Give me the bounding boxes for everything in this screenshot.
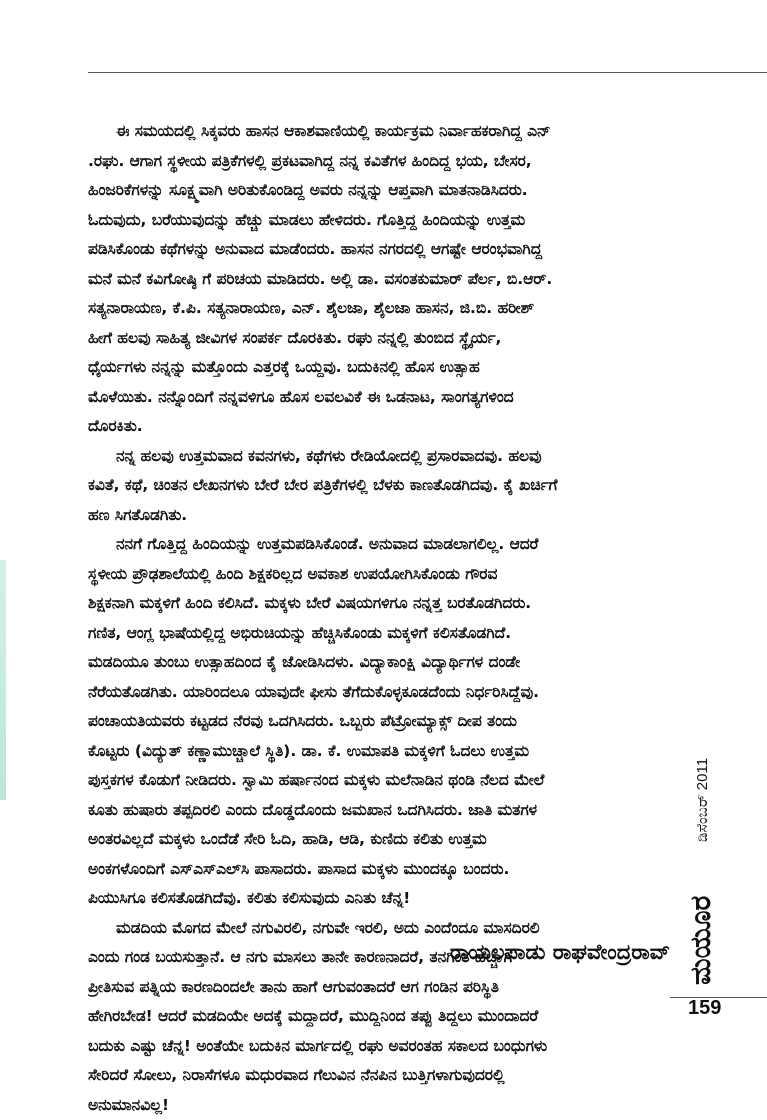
article-line: ಗಣಿತ, ಆಂಗ್ಲ ಭಾಷೆಯಲ್ಲಿದ್ದ ಅಭಿರುಚಿಯನ್ನು ಹೆಚ್ಚಿಸಿಕೊಂಡು ಮಕ್ಕಳಿಗೆ ಕಲಿಸತೊಡಗಿದೆ. <box>88 619 668 649</box>
article-line: ಕೊಟ್ಟರು (ವಿದ್ಯುತ್ ಕಣ್ಣಾಮುಚ್ಚಾಲೆ ಸ್ಥಿತಿ). ಡಾ. ಕೆ. ಉಮಾಪತಿ ಮಕ್ಕಳಿಗೆ ಓದಲು ಉತ್ತಮ <box>88 737 668 767</box>
article-line: ಪ್ರೀತಿಸುವ ಪತ್ನಿಯ ಕಾರಣದಿಂದಲೇ ತಾನು ಹಾಗೆ ಆಗುವಂತಾದರೆ ಆಗ ಗಂಡಿನ ಪರಿಸ್ಥಿತಿ <box>88 973 668 1003</box>
masthead-text: ಮಯೂರ <box>684 896 718 985</box>
author-name: ರಾಯಲಪಾಡು ರಾಘವೇಂದ್ರರಾವ್ <box>360 940 670 965</box>
article-line: ಹಿಂಜರಿಕೆಗಳನ್ನು ಸೂಕ್ಷ್ಮವಾಗಿ ಅರಿತುಕೊಂಡಿದ್ದ ಅವರು ನನ್ನನ್ನು ಆಪ್ತವಾಗಿ ಮಾತನಾಡಿಸಿದರು. <box>88 176 668 206</box>
article-line: ಹೀಗೆ ಹಲವು ಸಾಹಿತ್ಯ ಜೀವಿಗಳ ಸಂಪರ್ಕ ದೊರಕಿತು. ರಘು ನನ್ನಲ್ಲಿ ತುಂಬಿದ ಸ್ಥೈರ್ಯ, <box>88 324 668 354</box>
article-line: ಮಡದಿಯ ಮೊಗದ ಮೇಲೆ ನಗುವಿರಲಿ, ನಗುವೇ ಇರಲಿ, ಅದು ಎಂದೆಂದೂ ಮಾಸದಿರಲಿ <box>88 914 668 944</box>
magazine-masthead <box>684 885 714 985</box>
article-line: ಶಿಕ್ಷಕನಾಗಿ ಮಕ್ಕಳಿಗೆ ಹಿಂದಿ ಕಲಿಸಿದೆ. ಮಕ್ಕಳು ಬೇರೆ ವಿಷಯಗಳಿಗೂ ನನ್ನತ್ತ ಬರತೊಡಗಿದರು. <box>88 589 668 619</box>
article-line: ಬದುಕು ಎಷ್ಟು ಚೆನ್ನ! ಅಂತೆಯೇ ಬದುಕಿನ ಮಾರ್ಗದಲ್ಲಿ ರಘು ಅವರಂತಹ ಸಕಾಲದ ಬಂಧುಗಳು <box>88 1032 668 1062</box>
issue-date-text: ಡಿಸೆಂಬರ್ 2011 <box>694 758 711 842</box>
page-edge-strip <box>0 560 6 800</box>
article-line: ಕವಿತೆ, ಕಥೆ, ಚಿಂತನ ಲೇಖನಗಳು ಬೇರೆ ಬೇರ ಪತ್ರಿಕೆಗಳಲ್ಲಿ ಬೆಳಕು ಕಾಣತೊಡಗಿದವು. ಕೈ ಖರ್ಚಿಗೆ <box>88 471 668 501</box>
article-line: ಎಂದು ಗಂಡ ಬಯಸುತ್ತಾನೆ. ಆ ನಗು ಮಾಸಲು ತಾನೇ ಕಾರಣನಾದರೆ, ತನಗಿಂತ ಹೆಚ್ಚಾಗಿ <box>88 943 668 973</box>
article-line: ನೆರೆಯತೊಡಗಿತು. ಯಾರಿಂದಲೂ ಯಾವುದೇ ಫೀಸು ತೆಗೆದುಕೊಳ್ಳಕೂಡದೆಂದು ನಿರ್ಧರಿಸಿದ್ದೆವು. <box>88 678 668 708</box>
article-line: .ರಘು. ಆಗಾಗ ಸ್ಥಳೀಯ ಪತ್ರಿಕೆಗಳಲ್ಲಿ ಪ್ರಕಟವಾಗಿದ್ದ ನನ್ನ ಕವಿತೆಗಳ ಹಿಂದಿದ್ದ ಭಯ, ಬೇಸರ, <box>88 147 668 177</box>
article-line: ಪಂಚಾಯತಿಯವರು ಕಟ್ಟಡದ ನೆರವು ಒದಗಿಸಿದರು. ಒಬ್ಬರು ಪೆಟ್ರೋಮ್ಯಾಕ್ಸ್ ದೀಪ ತಂದು <box>88 707 668 737</box>
article-line: ಪುಸ್ತಕಗಳ ಕೊಡುಗೆ ನೀಡಿದರು. ಸ್ವಾಮಿ ಹರ್ಷಾನಂದ ಮಕ್ಕಳು ಮಲೆನಾಡಿನ ಥಂಡಿ ನೆಲದ ಮೇಲೆ <box>88 766 668 796</box>
article-line: ಧೈರ್ಯಗಳು ನನ್ನನ್ನು ಮತ್ತೊಂದು ಎತ್ತರಕ್ಕೆ ಒಯ್ದವು. ಬದುಕಿನಲ್ಲಿ ಹೊಸ ಉತ್ಸಾಹ <box>88 353 668 383</box>
article-line: ಮನೆ ಮನೆ ಕವಿಗೋಷ್ಠಿ ಗೆ ಪರಿಚಯ ಮಾಡಿದರು. ಅಲ್ಲಿ ಡಾ. ವಸಂತಕುಮಾರ್ ಪೆರ್ಲ, ಬಿ.ಆರ್. <box>88 265 668 295</box>
article-line: ಪಡಿಸಿಕೊಂಡು ಕಥೆಗಳನ್ನು ಅನುವಾದ ಮಾಡೆಂದರು. ಹಾಸನ ನಗರದಲ್ಲಿ ಆಗಷ್ಟೇ ಆರಂಭವಾಗಿದ್ದ <box>88 235 668 265</box>
issue-date <box>694 842 734 882</box>
article-line: ಓದುವುದು, ಬರೆಯುವುದನ್ನು ಹೆಚ್ಚು ಮಾಡಲು ಹೇಳಿದರು. ಗೊತ್ತಿದ್ದ ಹಿಂದಿಯನ್ನು ಉತ್ತಮ <box>88 206 668 236</box>
article-line: ಸತ್ಯನಾರಾಯಣ, ಕೆ.ಪಿ. ಸತ್ಯನಾರಾಯಣ, ಎನ್. ಶೈಲಜಾ, ಶೈಲಜಾ ಹಾಸನ, ಜಿ.ಬಿ. ಹರೀಶ್ <box>88 294 668 324</box>
article-line: ಅನುಮಾನವಿಲ್ಲ! <box>88 1091 668 1120</box>
article-line: ಈ ಸಮಯದಲ್ಲಿ ಸಿಕ್ಕವರು ಹಾಸನ ಆಕಾಶವಾಣಿಯಲ್ಲಿ ಕಾರ್ಯಕ್ರಮ ನಿರ್ವಾಹಕರಾಗಿದ್ದ ಎನ್ <box>88 117 668 147</box>
article-line: ಹಣ ಸಿಗತೊಡಗಿತು. <box>88 501 668 531</box>
article-body <box>88 117 668 1120</box>
top-divider <box>88 72 767 73</box>
page-number: 159 <box>688 997 728 1020</box>
article-line: ಸ್ಥಳೀಯ ಪ್ರೌಢಶಾಲೆಯಲ್ಲಿ ಹಿಂದಿ ಶಿಕ್ಷಕರಿಲ್ಲದ ಅವಕಾಶ ಉಪಯೋಗಿಸಿಕೊಂಡು ಗೌರವ <box>88 560 668 590</box>
article-line: ದೊರಕಿತು. <box>88 412 668 442</box>
article-line: ಪಿಯುಸಿಗೂ ಕಲಿಸತೊಡಗಿದೆವು. ಕಲಿತು ಕಲಿಸುವುದು ಎನಿತು ಚೆನ್ನ! <box>88 884 668 914</box>
article-line: ಅಂತರವಿಲ್ಲದೆ ಮಕ್ಕಳು ಒಂದೆಡೆ ಸೇರಿ ಓದಿ, ಹಾಡಿ, ಆಡಿ, ಕುಣಿದು ಕಲಿತು ಉತ್ತಮ <box>88 825 668 855</box>
article-line: ನನಗೆ ಗೊತ್ತಿದ್ದ ಹಿಂದಿಯನ್ನು ಉತ್ತಮಪಡಿಸಿಕೊಂಡೆ. ಅನುವಾದ ಮಾಡಲಾಗಲಿಲ್ಲ. ಆದರೆ <box>88 530 668 560</box>
article-line: ಅಂಕಗಳೊಂದಿಗೆ ಎಸ್‌ಎಸ್‌ಎಲ್‌ಸಿ ಪಾಸಾದರು. ಪಾಸಾದ ಮಕ್ಕಳು ಮುಂದಕ್ಕೂ ಬಂದರು. <box>88 855 668 885</box>
article-line: ಕೂತು ಹುಷಾರು ತಪ್ಪದಿರಲಿ ಎಂದು ದೊಡ್ಡದೊಂದು ಜಮಖಾನ ಒದಗಿಸಿದರು. ಜಾತಿ ಮತಗಳ <box>88 796 668 826</box>
article-line: ಸೇರಿದರೆ ಸೋಲು, ನಿರಾಸೆಗಳೂ ಮಧುರವಾದ ಗೆಲುವಿನ ನೆನಪಿನ ಬುತ್ತಿಗಳಾಗುವುದರಲ್ಲಿ <box>88 1061 668 1091</box>
article-line: ನನ್ನ ಹಲವು ಉತ್ತಮವಾದ ಕವನಗಳು, ಕಥೆಗಳು ರೇಡಿಯೋದಲ್ಲಿ ಪ್ರಸಾರವಾದವು. ಹಲವು <box>88 442 668 472</box>
article-line: ಮೊಳೆಯಿತು. ನನ್ನೊಂದಿಗೆ ನನ್ನವಳಿಗೂ ಹೊಸ ಲವಲವಿಕೆ ಈ ಒಡನಾಟ, ಸಾಂಗತ್ಯಗಳಿಂದ <box>88 383 668 413</box>
article-line: ಹೇಗಿರಬೇಡ! ಆದರೆ ಮಡದಿಯೇ ಅದಕ್ಕೆ ಮದ್ದಾದರೆ, ಮುದ್ದಿನಿಂದ ತಪ್ಪು ತಿದ್ದಲು ಮುಂದಾದರೆ <box>88 1002 668 1032</box>
article-line: ಮಡದಿಯೂ ತುಂಬು ಉತ್ಸಾಹದಿಂದ ಕೈ ಜೋಡಿಸಿದಳು. ವಿದ್ಯಾಕಾಂಕ್ಷಿ ವಿದ್ಯಾರ್ಥಿಗಳ ದಂಡೇ <box>88 648 668 678</box>
